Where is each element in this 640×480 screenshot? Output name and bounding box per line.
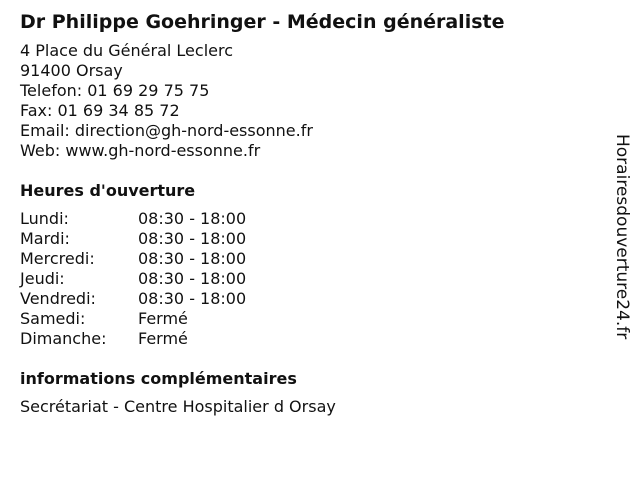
- additional-info-heading: informations complémentaires: [20, 369, 297, 388]
- fax-number: Fax: 01 69 34 85 72: [20, 101, 180, 120]
- phone-number: Telefon: 01 69 29 75 75: [20, 81, 210, 100]
- day-hours: 08:30 - 18:00: [138, 229, 247, 248]
- hours-row-thursday: [20, 269, 600, 289]
- email-address: Email: direction@gh-nord-essonne.fr: [20, 121, 313, 140]
- website: Web: www.gh-nord-essonne.fr: [20, 141, 261, 160]
- day-label: Vendredi:: [20, 289, 96, 308]
- day-label: Mercredi:: [20, 249, 95, 268]
- day-hours: 08:30 - 18:00: [138, 269, 247, 288]
- additional-info-text: Secrétariat - Centre Hospitalier d Orsay: [20, 397, 336, 416]
- hours-row-wednesday: [20, 249, 600, 269]
- opening-hours-heading: Heures d'ouverture: [20, 181, 196, 200]
- hours-row-monday: [20, 209, 600, 229]
- day-hours: 08:30 - 18:00: [138, 249, 247, 268]
- day-hours: 08:30 - 18:00: [138, 209, 247, 228]
- listing-card: [20, 8, 600, 417]
- hours-row-friday: [20, 289, 600, 309]
- day-label: Samedi:: [20, 309, 86, 328]
- opening-hours-list: [20, 209, 600, 349]
- hours-row-tuesday: [20, 229, 600, 249]
- address-street: 4 Place du Général Leclerc: [20, 41, 233, 60]
- day-label: Jeudi:: [20, 269, 65, 288]
- hours-row-saturday: [20, 309, 600, 329]
- day-hours: 08:30 - 18:00: [138, 289, 247, 308]
- day-label: Lundi:: [20, 209, 69, 228]
- address-city: 91400 Orsay: [20, 61, 123, 80]
- day-hours: Fermé: [138, 329, 188, 348]
- page-title: Dr Philippe Goehringer - Médecin généraliste: [20, 11, 505, 33]
- day-label: Mardi:: [20, 229, 70, 248]
- day-hours: Fermé: [138, 309, 188, 328]
- day-label: Dimanche:: [20, 329, 107, 348]
- site-watermark: [610, 134, 634, 344]
- site-watermark-text: Horairesdouverture24.fr: [612, 134, 632, 340]
- hours-row-sunday: [20, 329, 600, 349]
